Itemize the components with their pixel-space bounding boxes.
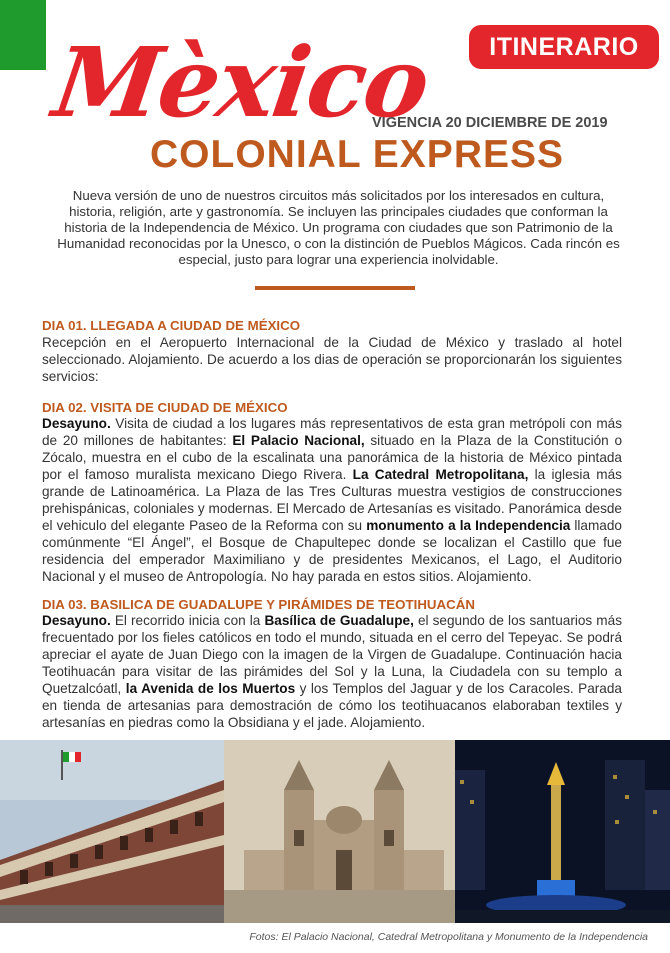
itinerario-badge: ITINERARIO [469, 25, 659, 69]
text-run: llamado comúnmente “El Ángel”, el Bosque de Chapultepec donde se localizan el Castillo que fue residencia del emperador Maximiliano y de presidentes Mexicanos, el Lago, el Auditorio Nacional y el museo de Antropología. No hay parada en estos sitios. Alojamiento. [42, 518, 622, 584]
day-2-text [42, 415, 622, 585]
bold-phrase: monumento a la Independencia [366, 518, 571, 533]
day-3-title: DIA 03. BASILICA DE GUADALUPE Y PIRÁMIDES DE TEOTIHUACÁN [42, 597, 475, 612]
day-2-title: DIA 02. VISITA DE CIUDAD DE MÉXICO [42, 400, 288, 415]
text-run: y los Templos del Jaguar y de los Caracoles. Parada en tienda de artesanias para demostración de cómo los teotihuacanos elaboraban textiles y artesanías en piedras como la Obsidiana y el jade. Alojamiento. [42, 681, 622, 730]
vigencia-date: VIGENCIA 20 DICIEMBRE DE 2019 [372, 115, 608, 131]
bold-phrase: Desayuno. [42, 416, 111, 431]
day-1-text: Recepción en el Aeropuerto Internacional de la Ciudad de México y traslado al hotel seleccionado. Alojamiento. De acuerdo a los dias de operación se proporcionarán los siguientes servicios: [42, 335, 622, 384]
photo-strip [0, 740, 670, 923]
divider-rule [255, 286, 415, 290]
text-run: el segundo de los santuarios más frecuentado por los fieles católicos en todo el mundo, situada en el cerro del Tepeyac. Se podrá apreciar el ayate de Juan Diego con la imagen de la Virgen de Guadalupe. Continuación hacia Teotihuacán para visitar de las pirámides del Sol y la Luna, la Ciudadela con su templo a Quetzalcóatl, [42, 613, 622, 696]
green-corner-tab [0, 0, 46, 70]
bold-phrase: Desayuno. [42, 613, 111, 628]
bold-phrase: El Palacio Nacional, [232, 433, 365, 448]
palacio-nacional-photo [0, 740, 224, 923]
bold-phrase: La Catedral Metropolitana, [352, 467, 529, 482]
photo-caption: Fotos: El Palacio Nacional, Catedral Metropolitana y Monumento de la Independencia [249, 931, 648, 943]
title-mexico: Mèxico [47, 26, 435, 139]
subtitle-colonial-express: COLONIAL EXPRESS [150, 133, 565, 176]
text-run: situado en la Plaza de la Constitución o Zócalo, muestra en el cubo de la escalinata una panorámica de la historia de México pintada por el famoso muralista mexicano Diego Rivera. [42, 433, 623, 482]
day-3-text [42, 612, 622, 731]
text-run: Visita de ciudad a los lugares más representativos de esta gran metrópoli con más de 20 millones de habitantes: [42, 416, 622, 448]
text-run: El recorrido inicia con la [110, 613, 265, 628]
text-run: la iglesia más grande de Latinoamérica. La Plaza de las Tres Culturas muestra vestigios de construcciones prehispánicas, coloniales y modernas. El Mercado de Artesanías es visitado. Panorámica desde el vehiculo del elegante Paseo de la Reforma con su [42, 467, 622, 533]
bold-phrase: Basílica de Guadalupe, [264, 613, 414, 628]
catedral-metropolitana-photo [224, 740, 455, 923]
day-1-title: DIA 01. LLEGADA A CIUDAD DE MÉXICO [42, 318, 301, 333]
angel-independencia-photo [455, 740, 670, 923]
intro-paragraph: Nueva versión de uno de nuestros circuitos más solicitados por los interesados en cultura, historia, religión, arte y gastronomía. Se incluyen las principales ciudades que conforman la historia de la Independencia de México. Un programa con ciudades que son Patrimonio de la Humanidad reconocidas por la Unesco, o con la distinción de Pueblos Mágicos. Cada rincón es especial, justo para lograr una experiencia inolvidable. [57, 188, 620, 267]
bold-phrase: la Avenida de los Muertos [125, 681, 296, 696]
